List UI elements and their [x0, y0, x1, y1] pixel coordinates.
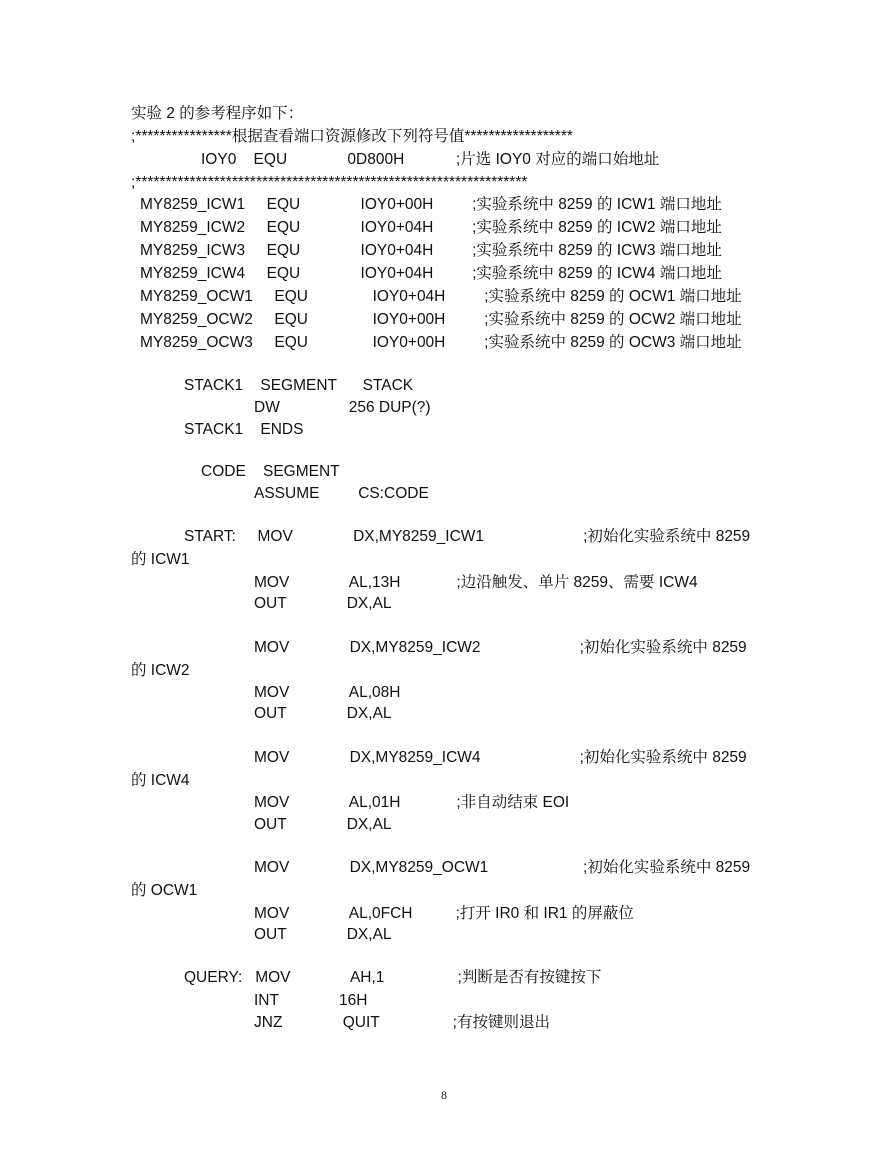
code-line: MY8259_OCW2 EQU IOY0+00H ;实验系统中 8259 的 OCW2 端口地址 [140, 311, 742, 328]
code-line: 的 ICW2 [131, 662, 190, 679]
code-line: STACK1 SEGMENT STACK [184, 377, 414, 394]
code-line: CODE SEGMENT [201, 463, 340, 480]
intro-heading: 实验 2 的参考程序如下： [131, 105, 304, 122]
code-line: 的 OCW1 [131, 882, 198, 899]
code-line: IOY0 EQU 0D800H ;片选 IOY0 对应的端口始地址 [201, 151, 660, 168]
code-line: OUT DX,AL [254, 816, 392, 833]
code-line: MY8259_ICW2 EQU IOY0+04H ;实验系统中 8259 的 ICW2 端口地址 [140, 219, 722, 236]
code-line: JNZ QUIT ;有按键则退出 [254, 1014, 550, 1031]
code-line: INT 16H [254, 992, 368, 1009]
code-line: MOV AL,08H [254, 684, 401, 701]
code-line: MOV AL,0FCH ;打开 IR0 和 IR1 的屏蔽位 [254, 905, 634, 922]
code-line: MY8259_ICW1 EQU IOY0+00H ;实验系统中 8259 的 ICW1 端口地址 [140, 196, 722, 213]
code-line: ASSUME CS:CODE [254, 485, 429, 502]
code-line: MOV DX,MY8259_ICW4 ;初始化实验系统中 8259 [254, 749, 747, 766]
code-line: OUT DX,AL [254, 705, 392, 722]
code-line: MOV DX,MY8259_OCW1 ;初始化实验系统中 8259 [254, 859, 751, 876]
code-line: START: MOV DX,MY8259_ICW1 ;初始化实验系统中 8259 [184, 528, 751, 545]
code-line: MY8259_ICW4 EQU IOY0+04H ;实验系统中 8259 的 ICW4 端口地址 [140, 265, 722, 282]
code-line: DW 256 DUP(?) [254, 399, 431, 416]
code-line: OUT DX,AL [254, 595, 392, 612]
code-line: MOV AL,13H ;边沿触发、单片 8259、需要 ICW4 [254, 574, 698, 591]
comment-banner: ;***************************************************************** [131, 174, 528, 191]
code-line: QUERY: MOV AH,1 ;判断是否有按键按下 [184, 969, 602, 986]
code-line: MY8259_OCW1 EQU IOY0+04H ;实验系统中 8259 的 OCW1 端口地址 [140, 288, 742, 305]
code-line: 的 ICW4 [131, 772, 190, 789]
code-line: OUT DX,AL [254, 926, 392, 943]
code-line: MY8259_OCW3 EQU IOY0+00H ;实验系统中 8259 的 OCW3 端口地址 [140, 334, 742, 351]
code-line: MY8259_ICW3 EQU IOY0+04H ;实验系统中 8259 的 ICW3 端口地址 [140, 242, 722, 259]
code-line: 的 ICW1 [131, 551, 190, 568]
code-line: STACK1 ENDS [184, 421, 304, 438]
code-line: MOV AL,01H ;非自动结束 EOI [254, 794, 570, 811]
page-number: 8 [441, 1088, 447, 1102]
comment-banner: ;****************根据查看端口资源修改下列符号值****************** [131, 128, 573, 145]
code-line: MOV DX,MY8259_ICW2 ;初始化实验系统中 8259 [254, 639, 747, 656]
